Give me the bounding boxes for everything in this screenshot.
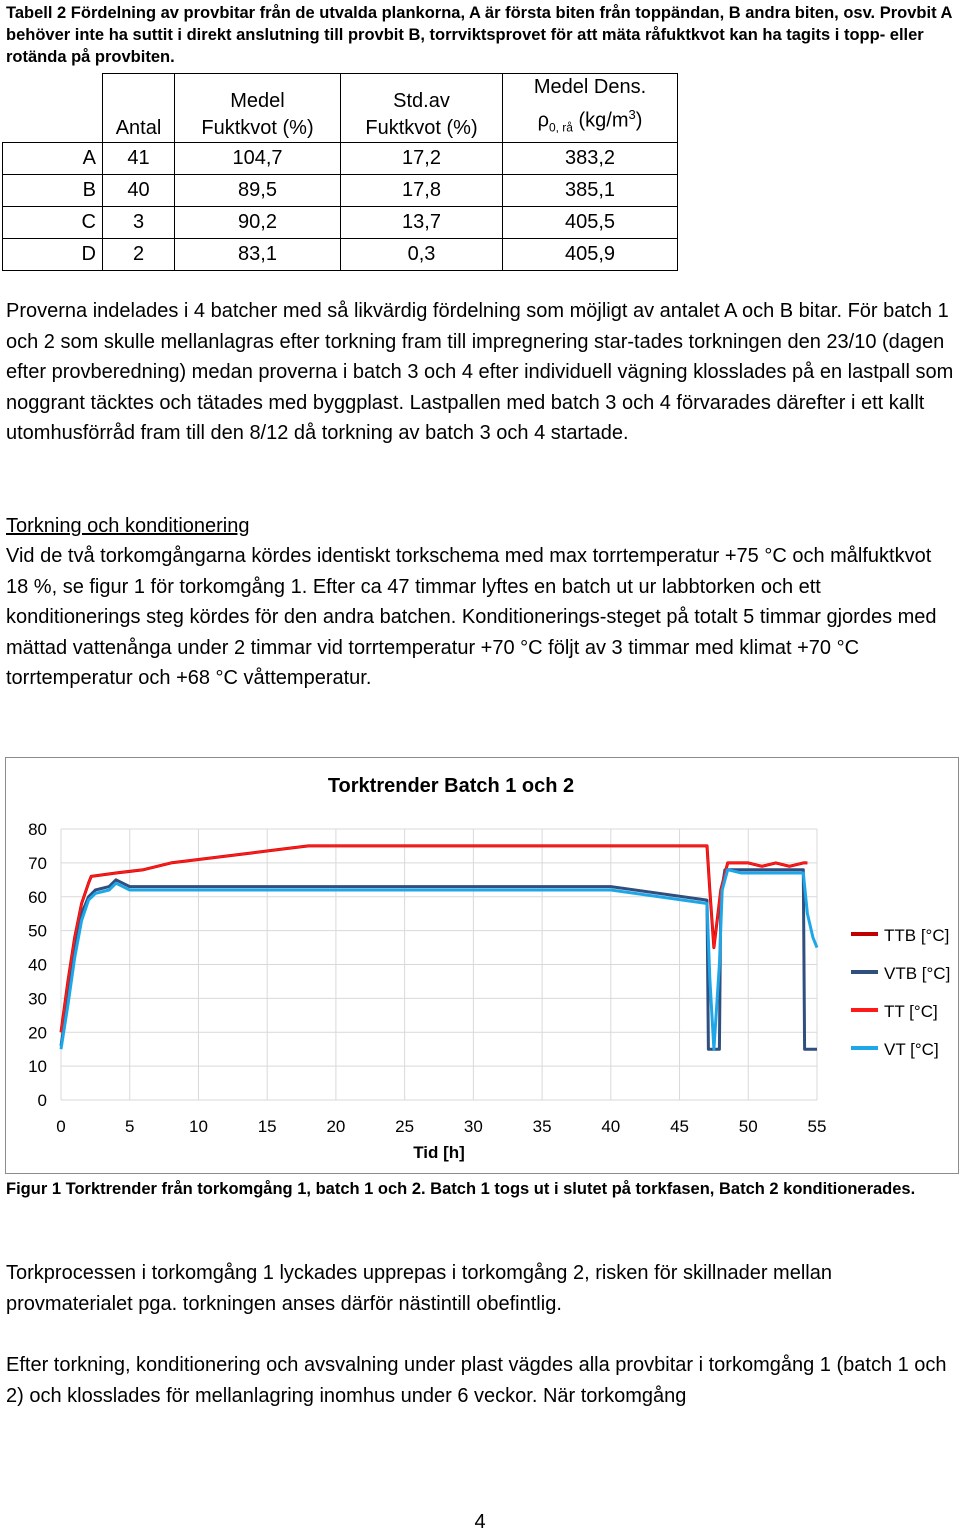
paragraph-weighing: Efter torkning, konditionering och avsvalning under plast vägdes alla provbitar i torkomgång 1 (batch 1 och 2) och klosslades för mellanlagring inomhus under 6 veckor. När torkomgång	[6, 1354, 947, 1407]
x-tick-label: 45	[670, 1117, 690, 1136]
x-tick-label: 40	[601, 1117, 621, 1136]
header-medel-line2: Fuktkvot (%)	[201, 116, 314, 139]
section-heading: Torkning och konditionering	[6, 515, 250, 537]
cell-antal: 2	[103, 238, 175, 270]
x-tick-label: 20	[326, 1117, 346, 1136]
y-tick-label: 40	[28, 955, 47, 975]
cell-dens: 405,5	[503, 206, 678, 238]
table-row	[3, 142, 678, 174]
y-tick-label: 30	[28, 989, 47, 1009]
chart-title: Torktrender Batch 1 och 2	[327, 775, 575, 797]
header-std-line2: Fuktkvot (%)	[365, 116, 478, 139]
x-tick-label: 10	[188, 1117, 208, 1136]
x-axis-label: Tid [h]	[413, 1143, 465, 1162]
cell-medel: 90,2	[175, 206, 341, 238]
header-dens-line2: $\rho_{0, rå}$ $(kg/m^3)$	[537, 107, 643, 135]
header-medel-densitet	[503, 74, 678, 143]
cell-medel: 89,5	[175, 174, 341, 206]
table-corner-cell	[3, 74, 103, 143]
distribution-table	[2, 73, 678, 271]
cell-antal: 3	[103, 206, 175, 238]
header-antal: Antal	[103, 74, 175, 143]
x-tick-label: 50	[738, 1117, 758, 1136]
cell-dens: 383,2	[503, 142, 678, 174]
figure-caption: Figur 1 Torktrender från torkomgång 1, batch 1 och 2. Batch 1 togs ut i slutet på torkfasen, Batch 2 konditionerades.	[6, 1180, 916, 1198]
x-tick-label: 15	[257, 1117, 277, 1136]
row-label: C	[3, 206, 103, 238]
y-tick-label: 0	[37, 1091, 47, 1110]
header-medel-line1: Medel	[230, 89, 285, 112]
x-tick-label: 30	[463, 1117, 483, 1136]
x-tick-label: 35	[532, 1117, 552, 1136]
chart-canvas	[6, 758, 958, 1173]
y-tick-label: 20	[28, 1023, 47, 1043]
y-tick-label: 50	[28, 921, 47, 941]
table-row	[3, 174, 678, 206]
row-label: B	[3, 174, 103, 206]
cell-std: 0,3	[341, 238, 503, 270]
y-tick-label: 60	[28, 887, 47, 907]
series-line-0	[61, 846, 807, 1032]
cell-std: 17,8	[341, 174, 503, 206]
y-tick-label: 70	[28, 853, 47, 873]
x-tick-label: 25	[395, 1117, 415, 1136]
legend-label: TT [°C]	[884, 1002, 938, 1021]
legend-label: TTB [°C]	[884, 926, 950, 945]
page-number: 4	[474, 1511, 486, 1533]
y-tick-label: 80	[28, 820, 47, 839]
paragraph-repeat: Torkprocessen i torkomgång 1 lyckades upprepas i torkomgång 2, risken för skillnader mellan provmaterialet pga. torkningen anses därför nästintill obefintlig.	[6, 1262, 832, 1315]
header-dens-line1: Medel Dens.	[533, 76, 647, 98]
x-tick-label: 5	[124, 1117, 135, 1136]
header-std-fuktkvot	[341, 74, 503, 143]
paragraph-batches: Proverna indelades i 4 batcher med så likvärdig fördelning som möjligt av antalet A och B bitar. För batch 1 och 2 som skulle mellanlagras efter torkning fram till impregnering star-tades torkningen den 23/10 (dagen efter provberedning) medan proverna i batch 3 och 4 efter individuell vägning klosslades på en lastpall som noggrant täcktes och tätades med byggplast. Lastpallen med batch 3 och 4 förvarades därefter i ett kallt utomhusförråd fram till den 8/12 då torkning av batch 3 och 4 startade.	[6, 300, 954, 445]
cell-medel: 83,1	[175, 238, 341, 270]
cell-dens: 405,9	[503, 238, 678, 270]
series-line-2	[61, 846, 807, 1032]
cell-antal: 40	[103, 174, 175, 206]
cell-antal: 41	[103, 142, 175, 174]
table-caption: Tabell 2 Fördelning av provbitar från de utvalda plankorna, A är första biten från toppändan, B andra biten, osv. Provbit A behöver inte ha suttit i direkt anslutning till provbit B, torrviktsprovet för att mäta råfuktkvot kan ha tagits i topp- eller rotända på provbiten.	[6, 4, 952, 66]
cell-dens: 385,1	[503, 174, 678, 206]
row-label: A	[3, 142, 103, 174]
drying-chart	[5, 757, 959, 1174]
legend-label: VT [°C]	[884, 1040, 939, 1059]
x-tick-label: 0	[56, 1117, 66, 1136]
header-std-line1: Std.av	[393, 89, 450, 112]
table-row	[3, 238, 678, 270]
y-tick-label: 10	[28, 1057, 47, 1077]
x-tick-label: 55	[807, 1117, 827, 1136]
paragraph-drying: Vid de två torkomgångarna kördes identiskt torkschema med max torrtemperatur +75 °C och målfuktkvot 18 %, se figur 1 för torkomgång 1. Efter ca 47 timmar lyftes en batch ut ur labbtorken och ett konditionerings steg kördes för den andra batchen. Konditionerings-steget på totalt 5 timmar gjordes med mättad vattenånga under 2 timmar vid torrtemperatur +70 °C följt av 3 timmar med klimat +70 °C torrtemperatur och +68 °C våttemperatur.	[6, 545, 937, 690]
cell-std: 13,7	[341, 206, 503, 238]
legend-label: VTB [°C]	[884, 964, 951, 983]
table-row	[3, 206, 678, 238]
cell-medel: 104,7	[175, 142, 341, 174]
cell-std: 17,2	[341, 142, 503, 174]
row-label: D	[3, 238, 103, 270]
header-medel-fuktkvot	[175, 74, 341, 143]
